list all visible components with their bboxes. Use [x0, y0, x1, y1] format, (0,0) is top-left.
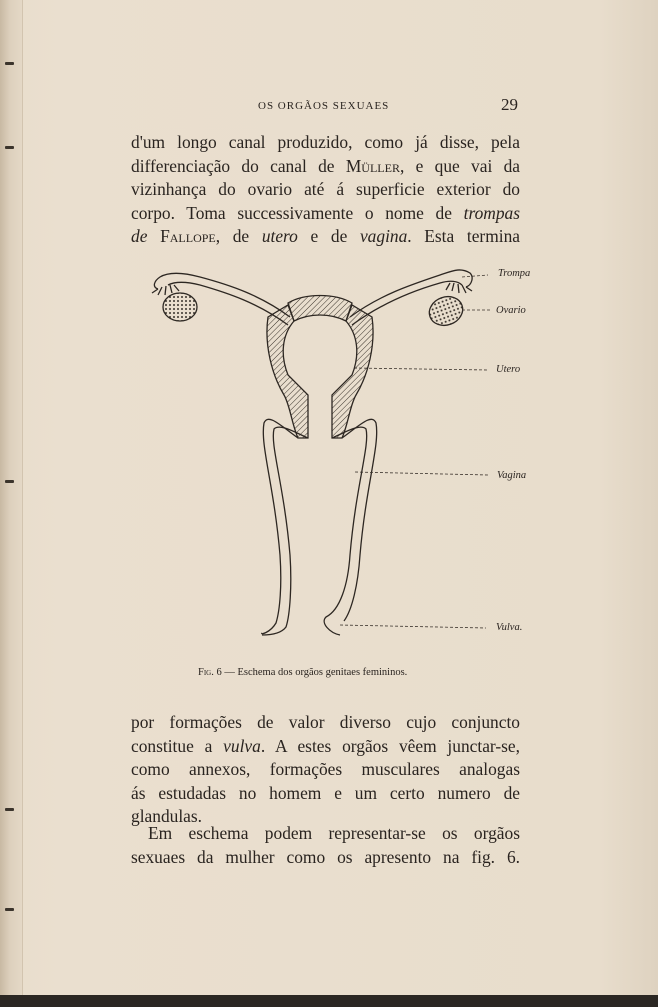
- text-line: vizinhança do ovario até á superficie exterior do: [131, 179, 520, 200]
- text-line: d'um longo canal produzido, como já disse, pela: [131, 132, 520, 152]
- term: vagina: [359, 226, 408, 247]
- leader-line: [340, 625, 486, 628]
- term: trompas: [463, 202, 520, 223]
- text-line: por formações de valor diverso cujo conjuncto: [131, 712, 520, 732]
- text-line: glandulas.: [131, 806, 202, 827]
- term: vulva: [223, 735, 261, 756]
- page-number: 29: [501, 95, 518, 114]
- leader-line: [355, 472, 488, 475]
- label-vulva: Vulva.: [496, 622, 523, 633]
- label-utero: Utero: [496, 364, 521, 375]
- label-trompa: Trompa: [498, 268, 531, 279]
- text-line: Em eschema podem representar-se os orgãos: [148, 823, 520, 843]
- leader-line: [462, 275, 488, 277]
- book-binding: [0, 0, 23, 1007]
- text-line: differenciação do canal de Müller, e que vai da: [131, 155, 520, 176]
- text-line: como annexos, formações musculares analogas: [131, 759, 520, 780]
- paragraph-top: [131, 131, 520, 249]
- leader-line: [354, 368, 488, 370]
- figure-caption: Fig. 6 — Eschema dos orgãos genitaes femininos.: [198, 667, 408, 678]
- binding-stitch: [5, 146, 14, 149]
- left-ovary: [163, 293, 197, 321]
- author-name: Fallope: [160, 226, 216, 247]
- paragraph-last: [131, 822, 520, 869]
- uterus-left-wall: [267, 305, 308, 438]
- binding-stitch: [5, 480, 14, 483]
- right-ovary: [425, 292, 467, 330]
- term: utero: [261, 226, 298, 247]
- uterus-right-wall: [332, 305, 373, 438]
- text-line: constitue a vulva. A estes orgãos vêem junctar-se,: [131, 735, 520, 756]
- text-line: corpo. Toma successivamente o nome de trompas: [131, 202, 520, 223]
- label-ovario: Ovario: [496, 305, 526, 316]
- paragraph-bottom: [131, 711, 520, 829]
- text-line: sexuaes da mulher como os apresento na fig. 6.: [131, 846, 520, 867]
- author-name: Müller: [345, 155, 400, 176]
- running-title: OS ORGÃOS SEXUAES: [258, 100, 390, 112]
- text-line: de Fallope, de utero e de vagina. Esta termina: [131, 226, 520, 247]
- binding-stitch: [5, 808, 14, 811]
- text-line: ás estudadas no homem e um certo numero de: [131, 782, 520, 803]
- uterus-fundus: [288, 296, 352, 322]
- vagina: [262, 419, 298, 633]
- binding-stitch: [5, 62, 14, 65]
- genital-organs-diagram: [140, 255, 540, 655]
- binding-stitch: [5, 908, 14, 911]
- page-bottom-edge: [0, 995, 658, 1007]
- label-vagina: Vagina: [497, 470, 527, 481]
